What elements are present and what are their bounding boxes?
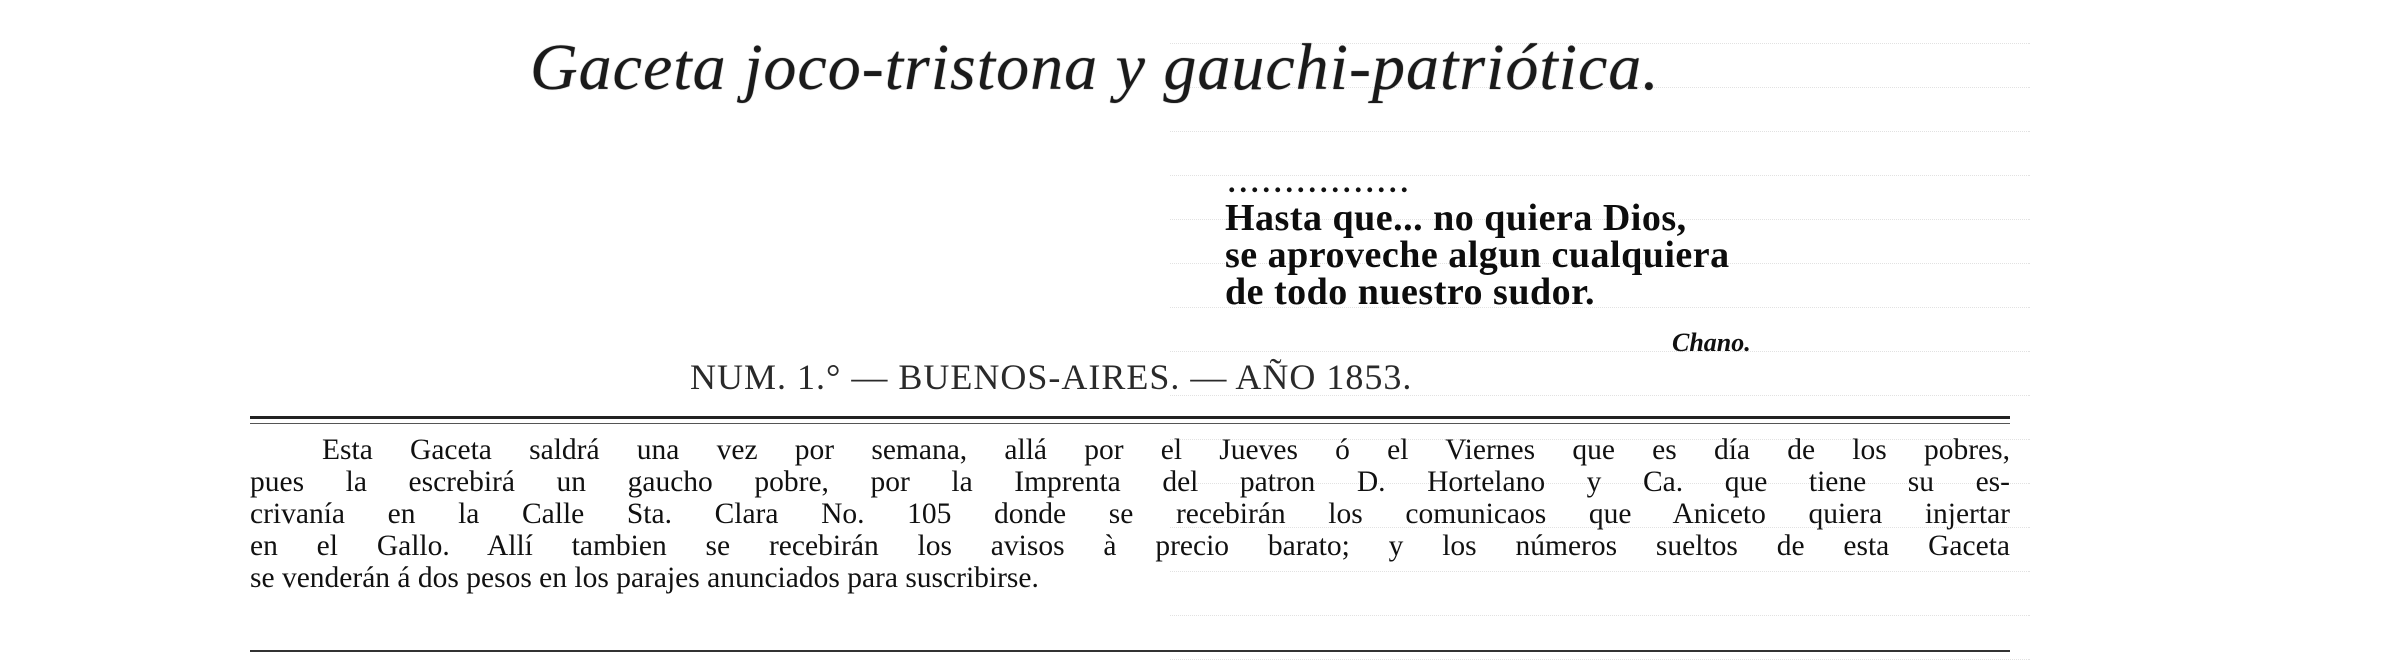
issue-dateline: NUM. 1.° — BUENOS-AIRES. — AÑO 1853. [690, 357, 1413, 397]
top-rule-thick [250, 416, 2010, 419]
notice-line: pues la escrebirá un gaucho pobre, por la Imprenta del patron D. Hortelano y Ca. que tiene su es- [250, 466, 2010, 498]
publication-notice [250, 434, 2010, 594]
masthead-title: Gaceta joco-tristona y gauchi-patriótica. [530, 31, 1660, 104]
notice-line: Esta Gaceta saldrá una vez por semana, allá por el Jueves ó el Viernes que es día de los pobres, [322, 434, 2010, 466]
notice-line: se venderán á dos pesos en los parajes anunciados para suscribirse. [250, 562, 1039, 594]
epigraph-line: de todo nuestro sudor. [1225, 271, 1595, 313]
epigraph-line: Hasta que... no quiera Dios, [1225, 197, 1687, 239]
bottom-rule [250, 650, 2010, 652]
top-rule-thin [250, 423, 2010, 424]
notice-line: en el Gallo. Allí tambien se recebirán los avisos à precio barato; y los números sueltos de esta Gaceta [250, 530, 2010, 562]
epigraph-attribution: Chano. [1672, 328, 1751, 357]
epigraph [1225, 197, 1730, 313]
notice-line: crivanía en la Calle Sta. Clara No. 105 donde se recebirán los comunicaos que Aniceto quiera injertar [250, 498, 2010, 530]
epigraph-leader: ................ [1228, 166, 1412, 199]
epigraph-line: se aproveche algun cualquiera [1225, 234, 1730, 276]
